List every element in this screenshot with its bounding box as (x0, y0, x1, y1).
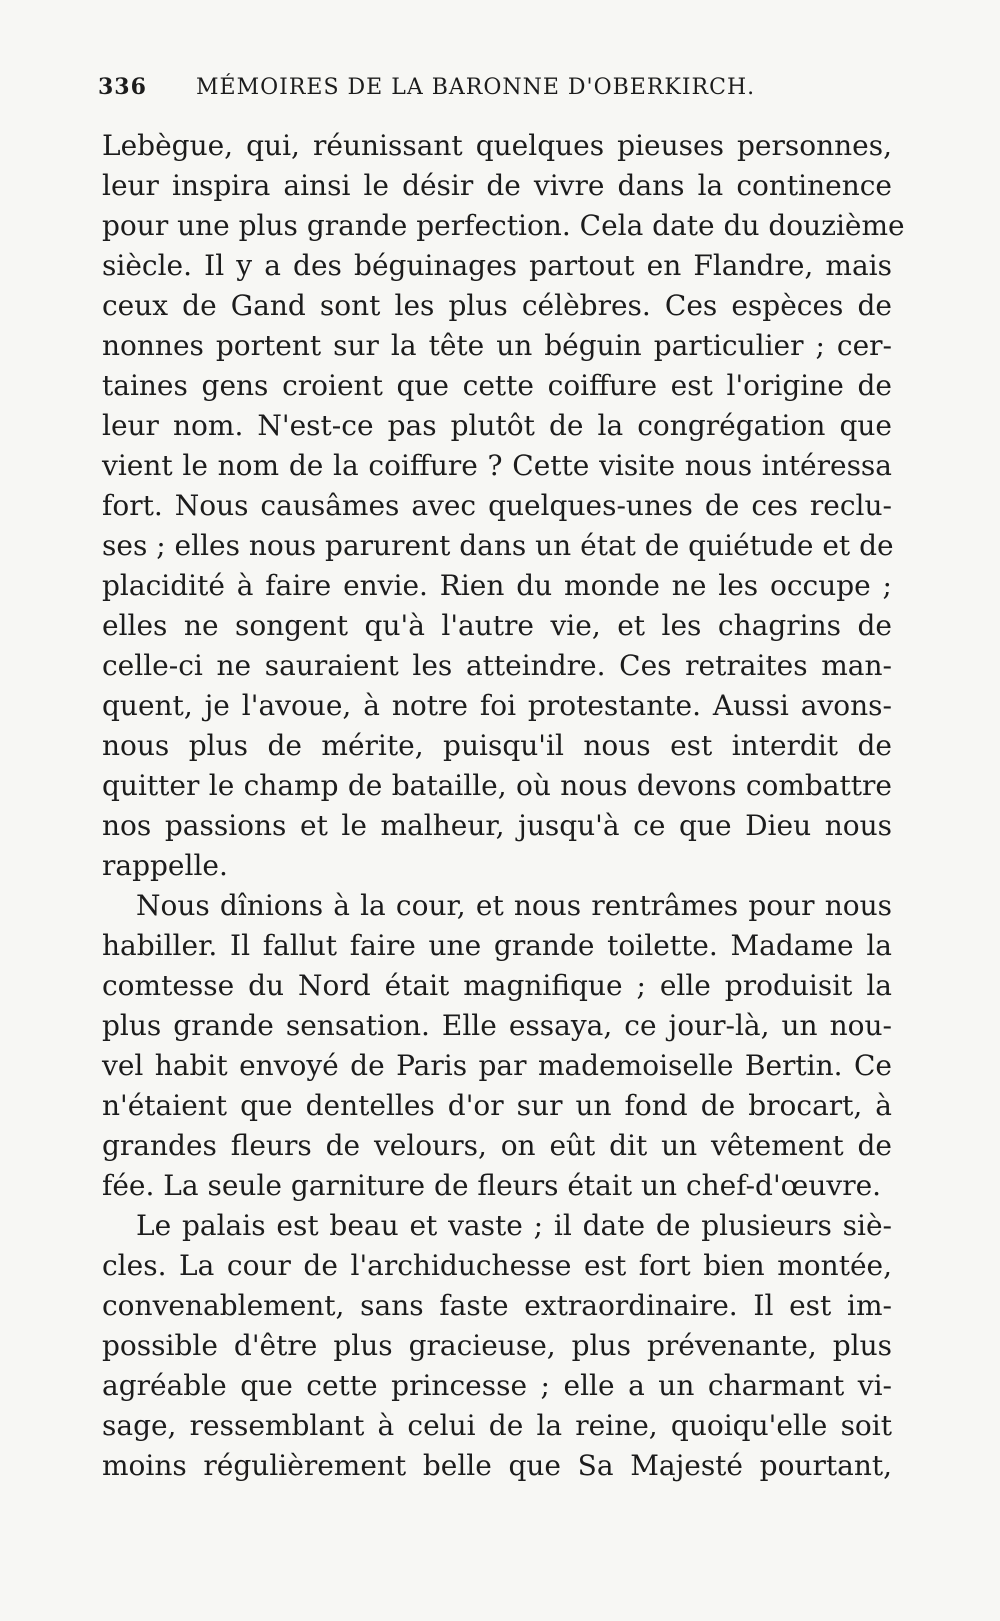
text-line: comtesse du Nord était magnifique ; elle produisit la (102, 969, 892, 1002)
text-line: Lebègue, qui, réunissant quelques pieuses personnes, (102, 129, 892, 162)
text-line: taines gens croient que cette coiffure est l'origine de (102, 369, 892, 402)
text-line: leur inspira ainsi le désir de vivre dans la continence (102, 169, 892, 202)
text-line: moins régulièrement belle que Sa Majesté pourtant, (102, 1449, 892, 1482)
text-line: vient le nom de la coiffure ? Cette visite nous intéressa (102, 449, 892, 482)
text-line: pour une plus grande perfection. Cela date du douzième (102, 209, 905, 242)
text-line: grandes fleurs de velours, on eût dit un vêtement de (102, 1129, 892, 1162)
body-text (102, 126, 905, 1486)
text-line: celle-ci ne sauraient les atteindre. Ces retraites man- (102, 649, 892, 682)
running-title: MÉMOIRES DE LA BARONNE D'OBERKIRCH. (196, 75, 756, 100)
page-number: 336 (98, 74, 147, 100)
running-head (98, 74, 898, 114)
text-line: fée. La seule garniture de fleurs était un chef-d'œuvre. (102, 1169, 882, 1202)
text-line: nous plus de mérite, puisqu'il nous est interdit de (102, 729, 892, 762)
text-line: nonnes portent sur la tête un béguin particulier ; cer- (102, 329, 892, 362)
text-line: Nous dînions à la cour, et nous rentrâmes pour nous (136, 889, 892, 922)
text-line: placidité à faire envie. Rien du monde ne les occupe ; (102, 569, 892, 602)
text-line: fort. Nous causâmes avec quelques-unes de ces reclu- (102, 489, 892, 522)
text-line: siècle. Il y a des béguinages partout en Flandre, mais (102, 249, 892, 282)
text-line: quent, je l'avoue, à notre foi protestante. Aussi avons- (102, 689, 892, 722)
text-line: plus grande sensation. Elle essaya, ce jour-là, un nou- (102, 1009, 892, 1042)
text-line: sage, ressemblant à celui de la reine, quoiqu'elle soit (102, 1409, 892, 1442)
text-line: nos passions et le malheur, jusqu'à ce que Dieu nous (102, 809, 892, 842)
text-line: habiller. Il fallut faire une grande toilette. Madame la (102, 929, 892, 962)
text-line: agréable que cette princesse ; elle a un charmant vi- (102, 1369, 892, 1402)
text-line: ceux de Gand sont les plus célèbres. Ces espèces de (102, 289, 892, 322)
text-line: n'étaient que dentelles d'or sur un fond de brocart, à (102, 1089, 892, 1122)
text-line: leur nom. N'est-ce pas plutôt de la congrégation que (102, 409, 892, 442)
text-line: convenablement, sans faste extraordinaire. Il est im- (102, 1289, 892, 1322)
text-line: possible d'être plus gracieuse, plus prévenante, plus (102, 1329, 892, 1362)
text-line: vel habit envoyé de Paris par mademoiselle Bertin. Ce (102, 1049, 892, 1082)
text-line: rappelle. (102, 849, 228, 882)
text-line: quitter le champ de bataille, où nous devons combattre (102, 769, 892, 802)
text-line: elles ne songent qu'à l'autre vie, et les chagrins de (102, 609, 892, 642)
text-line: cles. La cour de l'archiduchesse est fort bien montée, (102, 1249, 892, 1282)
text-line: ses ; elles nous parurent dans un état de quiétude et de (102, 529, 894, 562)
text-line: Le palais est beau et vaste ; il date de plusieurs siè- (136, 1209, 892, 1242)
